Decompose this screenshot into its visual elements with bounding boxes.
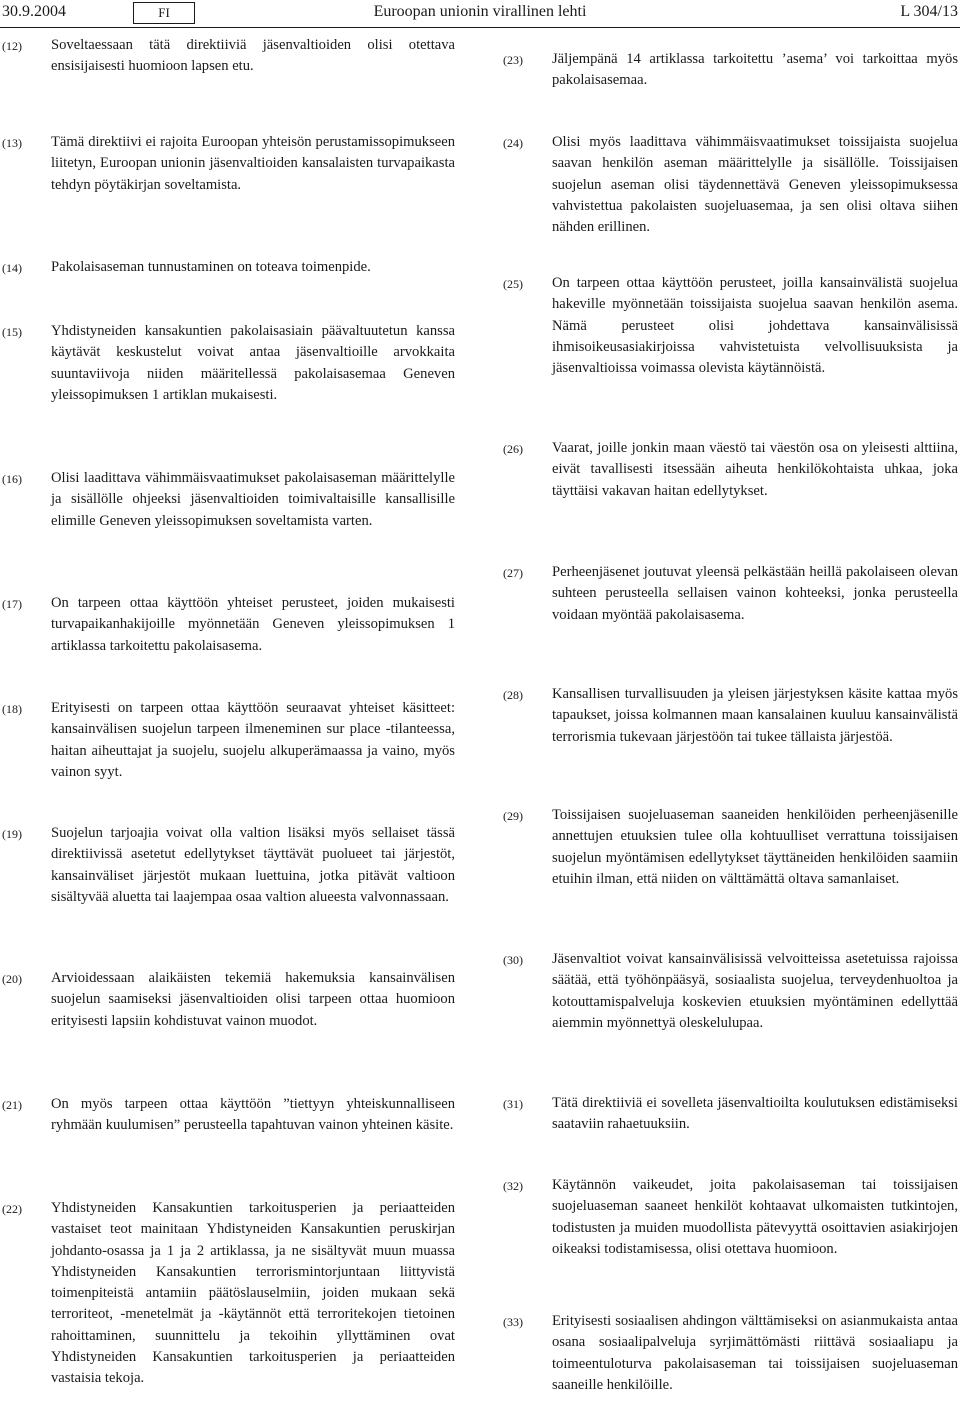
recital-20 — [2, 968, 455, 1032]
recital-number: (21) — [2, 1098, 22, 1112]
recital-19 — [2, 823, 455, 908]
recital-15 — [2, 321, 455, 406]
recital-31 — [503, 1093, 958, 1136]
recital-text: Olisi laadittava vähimmäisvaatimukset pakolaisaseman määrittelylle ja sisällölle ohjeeksi jäsenvaltioiden toimivaltaisille kansallisille elimille Geneven yleissopimuksen soveltamista varten. — [51, 470, 455, 529]
recital-text: Jäljempänä 14 artiklassa tarkoitettu ’asema’ voi tarkoittaa myös pakolaisasemaa. — [552, 51, 958, 89]
recital-26 — [503, 438, 958, 502]
recital-22 — [2, 1198, 455, 1390]
language-code-box: FI — [133, 2, 195, 24]
recital-number: (23) — [503, 53, 523, 67]
recital-24 — [503, 132, 958, 238]
recital-12 — [2, 35, 455, 78]
recital-text: Olisi myös laadittava vähimmäisvaatimukset toissijaista suojelua saavan henkilön aseman määrittelylle ja sisällölle. Toissijaisen suojelun aseman olisi täydennettävä Geneven yleissopimuksessa vahvistettua pakolaisten suojeluasemaa, ja sen olisi oltava siihen nähden erillinen. — [552, 134, 958, 236]
recital-text: Yhdistyneiden kansakuntien pakolaisasiain päävaltuutetun kanssa käytävät keskustelut voivat antaa jäsenvaltioille arvokkaita suuntaviivoja niiden määritellessä pakolaisasemaa Geneven yleissopimuksen 1 artiklan mukaisesti. — [51, 323, 455, 403]
recital-text: Yhdistyneiden Kansakuntien tarkoitusperien ja periaatteiden vastaiset teot mainitaan Yhdistyneiden Kansakuntien peruskirjan johdanto-osassa ja 1 ja 2 artiklassa, ja ne sisältyvät muun muassa Yhdistyneiden Kansakuntien terrorismintorjuntaan liittyvistä toimenpiteistä antamiin päätöslauselmiin, joiden mukaan sekä terroriteot, -menetelmät ja -käytännöt että terroritekojen tietoinen rahoittaminen, suunnittelu ja tekoihin yllyttäminen ovat Yhdistyneiden Kansakuntien tarkoitusperien ja periaatteiden vastaisia tekoja. — [51, 1200, 455, 1387]
recital-number: (18) — [2, 702, 22, 716]
recital-number: (17) — [2, 597, 22, 611]
header-rule — [0, 27, 960, 28]
recital-number: (32) — [503, 1179, 523, 1193]
recital-number: (15) — [2, 325, 22, 339]
recital-number: (31) — [503, 1097, 523, 1111]
recital-number: (14) — [2, 261, 22, 275]
recital-32 — [503, 1175, 958, 1260]
recital-number: (24) — [503, 136, 523, 150]
recital-23 — [503, 49, 958, 92]
recital-number: (26) — [503, 442, 523, 456]
recital-text: On myös tarpeen ottaa käyttöön ”tiettyyn yhteiskunnalliseen ryhmään kuulumisen” perusteella tapahtuvan vainon yhteinen käsite. — [51, 1096, 455, 1134]
recital-text: On tarpeen ottaa käyttöön yhteiset perusteet, joiden mukaisesti turvapaikanhakijoille myönnetään Geneven yleissopimuksen 1 artiklassa tarkoitettu pakolaisasema. — [51, 595, 455, 654]
recital-17 — [2, 593, 455, 657]
recital-number: (19) — [2, 827, 22, 841]
recital-13 — [2, 132, 455, 196]
recital-text: Pakolaisaseman tunnustaminen on toteava toimenpide. — [51, 259, 371, 275]
recital-number: (27) — [503, 566, 523, 580]
recital-number: (30) — [503, 953, 523, 967]
recital-text: Tätä direktiiviä ei sovelleta jäsenvaltioilta koulutuksen edistämiseksi saataviin rahaetuuksiin. — [552, 1095, 958, 1133]
recital-21 — [2, 1094, 455, 1137]
recital-text: Jäsenvaltiot voivat kansainvälisissä velvoitteissa asetetuissa rajoissa säätää, että työhönpääsyä, sosiaalista suojelua, terveydenhuoltoa ja kotouttamispalveluja koskevien etuuksien myöntäminen edellyttää aiemmin myönnettyä oleskelulupaa. — [552, 951, 958, 1031]
recital-29 — [503, 805, 958, 890]
recital-text: Tämä direktiivi ei rajoita Euroopan yhteisön perustamissopimukseen liitetyn, Euroopan unionin jäsenvaltioiden kansalaisten turvapaikasta tehdyn pöytäkirjan soveltamista. — [51, 134, 455, 193]
recital-number: (28) — [503, 688, 523, 702]
recital-text: Erityisesti on tarpeen ottaa käyttöön seuraavat yhteiset käsitteet: kansainvälisen suojelun tarpeen ilmeneminen sur place -tilanteessa, haitan aiheuttajat ja suojelu, suojelu alkuperämaassa ja vaino, myös vainon syyt. — [51, 700, 455, 780]
recital-25 — [503, 273, 958, 379]
recital-text: Erityisesti sosiaalisen ahdingon välttämiseksi on asianmukaista antaa osana sosiaalipalveluja syrjimättömästi riittävä sosiaaliapu ja toimeentuloturva pakolaisaseman tai toissijaisen suojeluaseman saaneille henkilöille. — [552, 1313, 958, 1393]
recital-text: On tarpeen ottaa käyttöön perusteet, joilla kansainvälistä suojelua hakeville myönnetään toissijaista suojelua saavan henkilön asema. Nämä perusteet olisi johdettava kansainvälisissä ihmisoikeusasiakirjoissa vahvistetuista velvollisuuksista ja jäsenvaltioissa voimassa olevista käytännöistä. — [552, 275, 958, 377]
recital-number: (13) — [2, 136, 22, 150]
recital-number: (12) — [2, 39, 22, 53]
page-header — [0, 0, 960, 28]
recital-16 — [2, 468, 455, 532]
recital-18 — [2, 698, 455, 783]
recital-text: Suojelun tarjoajia voivat olla valtion lisäksi myös sellaiset tässä direktiivissä asetetut edellytykset täyttävät puolueet tai järjestöt, kansainväliset järjestöt mukaan luettuina, jotka pitävät valtioon sisältyvää aluetta tai laajempaa osaa valtion alueesta valvonnassaan. — [51, 825, 455, 905]
recital-text: Perheenjäsenet joutuvat yleensä pelkästään heillä pakolaiseen olevan suhteen perusteella sellaisen vainon kohteeksi, jonka perusteella voidaan myöntää pakolaisasema. — [552, 564, 958, 623]
recital-number: (33) — [503, 1315, 523, 1329]
publication-date: 30.9.2004 — [2, 3, 66, 20]
recital-number: (22) — [2, 1202, 22, 1216]
recital-27 — [503, 562, 958, 626]
recital-number: (29) — [503, 809, 523, 823]
recital-text: Kansallisen turvallisuuden ja yleisen järjestyksen käsite kattaa myös tapaukset, joissa kolmannen maan kansalainen kuuluu kansainvälistä terrorismia tukevaan järjestöön tai tukee tällaista järjestöä. — [552, 686, 958, 745]
recital-text: Toissijaisen suojeluaseman saaneiden henkilöiden perheenjäsenille annettujen etuuksien tulee olla kohtuulliset verrattuna toissijaisen suojelun myöntämisen edellytykset täyttäneiden henkilöiden saamiin etuihin ilman, että niiden on välttämättä oltava samanlaiset. — [552, 807, 958, 887]
recital-text: Käytännön vaikeudet, joita pakolaisaseman tai toissijaisen suojeluaseman saaneet henkilöt kohtaavat ulkomaisten tutkintojen, todistusten ja muiden muodollista pätevyyttä osoittavien asiakirjojen oikeaksi todistamisessa, olisi otettava huomioon. — [552, 1177, 958, 1257]
recital-30 — [503, 949, 958, 1034]
recital-text: Soveltaessaan tätä direktiiviä jäsenvaltioiden olisi otettava ensisijaisesti huomioon lapsen etu. — [51, 37, 455, 75]
recital-text: Vaarat, joille jonkin maan väestö tai väestön osa on yleisesti alttiina, eivät tavallisesti itsessään aiheuta henkilökohtaista uhkaa, joka täyttäisi vakavan haitan edellytykset. — [552, 440, 958, 499]
recital-28 — [503, 684, 958, 748]
page-reference: L 304/13 — [900, 3, 958, 20]
recital-33 — [503, 1311, 958, 1396]
recital-number: (20) — [2, 972, 22, 986]
recital-text: Arvioidessaan alaikäisten tekemiä hakemuksia kansainvälisen suojelun saamiseksi jäsenvaltioiden olisi tarpeen ottaa huomioon erityisesti lapsiin kohdistuvat vainon muodot. — [51, 970, 455, 1029]
journal-title: Euroopan unionin virallinen lehti — [373, 3, 587, 20]
recital-number: (25) — [503, 277, 523, 291]
recital-number: (16) — [2, 472, 22, 486]
recital-14 — [2, 257, 455, 278]
